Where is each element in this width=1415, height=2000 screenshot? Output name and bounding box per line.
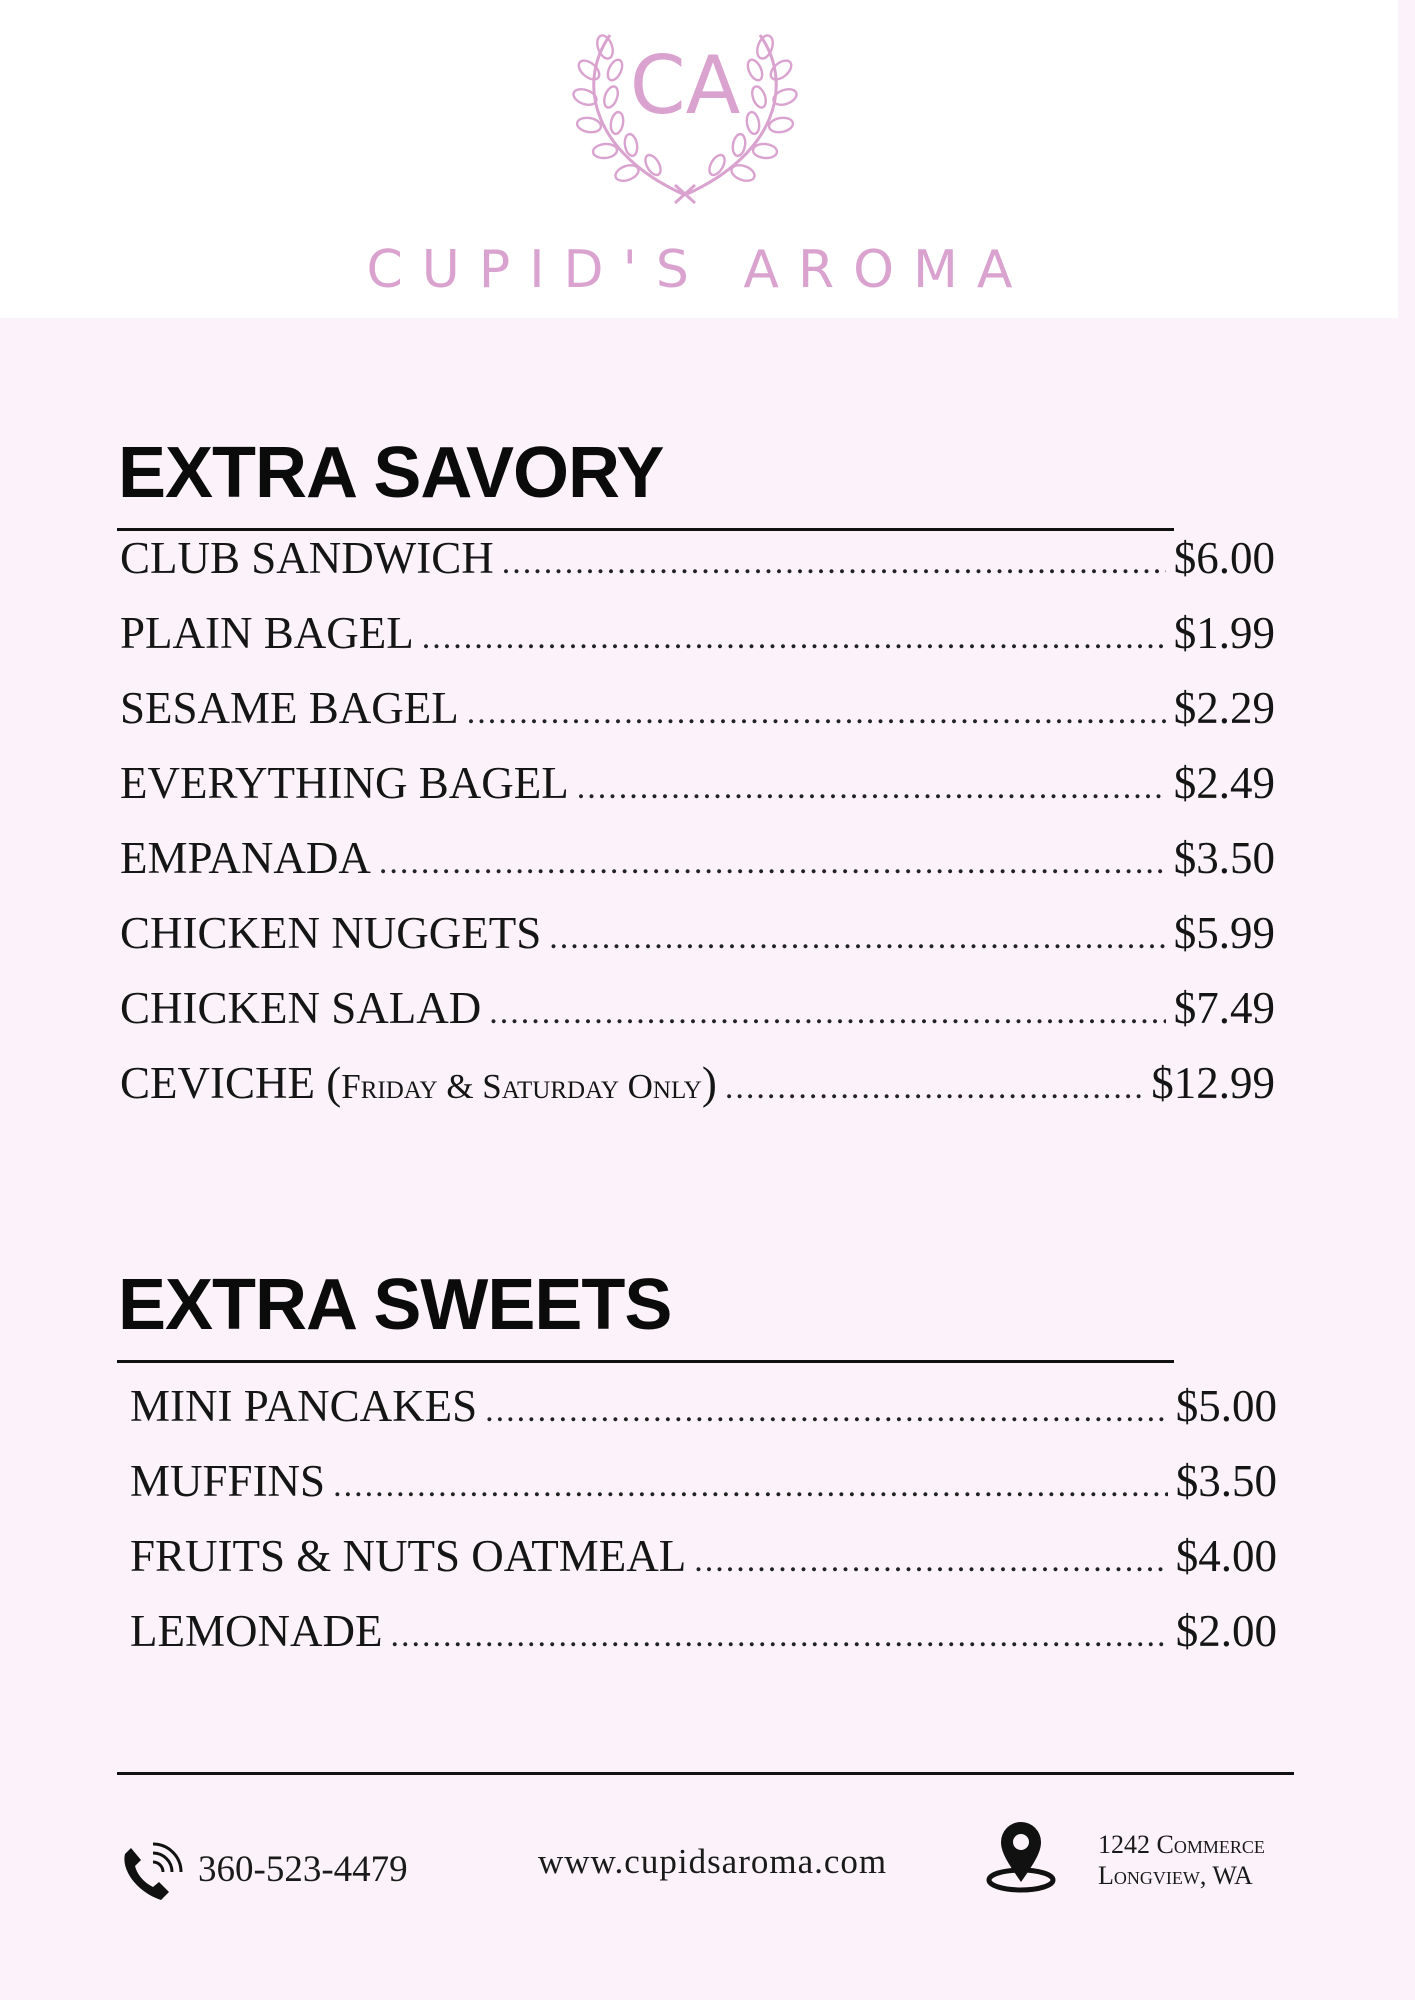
sweets-menu-list bbox=[130, 1380, 1277, 1680]
footer-divider bbox=[117, 1772, 1294, 1775]
menu-item-name: PLAIN BAGEL bbox=[120, 608, 414, 658]
section-title-savory: EXTRA SAVORY bbox=[118, 433, 664, 513]
dot-leader bbox=[379, 844, 1166, 882]
location-pin-icon bbox=[983, 1818, 1059, 1894]
menu-item-name-start: CEVICHE ( bbox=[120, 1058, 342, 1108]
menu-item bbox=[130, 1530, 1277, 1605]
menu-item-price: $7.49 bbox=[1173, 983, 1275, 1033]
menu-item bbox=[120, 532, 1275, 607]
menu-item-price: $5.00 bbox=[1175, 1381, 1277, 1431]
address-line-1: 1242 Commerce bbox=[1098, 1830, 1265, 1859]
savory-menu-list bbox=[120, 532, 1275, 1132]
phone-icon[interactable] bbox=[115, 1840, 183, 1908]
menu-item-price: $12.99 bbox=[1151, 1058, 1275, 1108]
address bbox=[1098, 1829, 1265, 1891]
menu-item bbox=[120, 607, 1275, 682]
menu-item-price: $1.99 bbox=[1173, 608, 1275, 658]
menu-item-name: MINI PANCAKES bbox=[130, 1381, 478, 1431]
section-title-sweets: EXTRA SWEETS bbox=[118, 1265, 672, 1345]
menu-item-price: $2.49 bbox=[1173, 758, 1275, 808]
menu-item-name: MUFFINS bbox=[130, 1456, 326, 1506]
dot-leader bbox=[467, 694, 1166, 732]
section-divider bbox=[117, 528, 1174, 531]
dot-leader bbox=[489, 994, 1165, 1032]
menu-item bbox=[120, 907, 1275, 982]
menu-item-name: EMPANADA bbox=[120, 833, 371, 883]
menu-item-name-end: ) bbox=[701, 1058, 717, 1108]
monogram-text: CA bbox=[629, 39, 741, 132]
dot-leader bbox=[694, 1542, 1167, 1580]
menu-item-name: CHICKEN SALAD bbox=[120, 983, 482, 1033]
dot-leader bbox=[485, 1392, 1168, 1430]
address-line-2: Longview, WA bbox=[1098, 1861, 1253, 1890]
dot-leader bbox=[422, 619, 1166, 657]
menu-item bbox=[120, 832, 1275, 907]
menu-item bbox=[130, 1605, 1277, 1680]
menu-item bbox=[120, 982, 1275, 1057]
menu-item bbox=[130, 1380, 1277, 1455]
dot-leader bbox=[390, 1617, 1167, 1655]
menu-item-note: Friday & Saturday Only bbox=[341, 1067, 702, 1106]
menu-item-name: CHICKEN NUGGETS bbox=[120, 908, 542, 958]
menu-item-price: $2.29 bbox=[1173, 683, 1275, 733]
website-link[interactable]: www.cupidsaroma.com bbox=[538, 1842, 888, 1881]
dot-leader bbox=[549, 919, 1166, 957]
dot-leader bbox=[577, 769, 1166, 807]
menu-item-name: LEMONADE bbox=[130, 1606, 383, 1656]
dot-leader bbox=[725, 1069, 1143, 1107]
menu-item bbox=[120, 1057, 1275, 1132]
menu-item-price: $3.50 bbox=[1175, 1456, 1277, 1506]
menu-item-name bbox=[120, 1057, 717, 1109]
menu-item-price: $4.00 bbox=[1175, 1531, 1277, 1581]
menu-item bbox=[120, 682, 1275, 757]
header bbox=[0, 0, 1398, 318]
menu-item-name: CLUB SANDWICH bbox=[120, 533, 494, 583]
menu-item-price: $2.00 bbox=[1175, 1606, 1277, 1656]
menu-item-name: SESAME BAGEL bbox=[120, 683, 459, 733]
menu-item-name: EVERYTHING BAGEL bbox=[120, 758, 569, 808]
dot-leader bbox=[502, 544, 1166, 582]
menu-item-price: $5.99 bbox=[1173, 908, 1275, 958]
phone-number[interactable]: 360-523-4479 bbox=[198, 1849, 408, 1890]
menu-item-price: $6.00 bbox=[1173, 533, 1275, 583]
brand-name: CUPID'S AROMA bbox=[366, 240, 1032, 300]
laurel-monogram-logo bbox=[565, 25, 805, 205]
menu-item-price: $3.50 bbox=[1173, 833, 1275, 883]
menu-item-name: FRUITS & NUTS OATMEAL bbox=[130, 1531, 687, 1581]
menu-item bbox=[120, 757, 1275, 832]
dot-leader bbox=[333, 1467, 1168, 1505]
section-divider bbox=[117, 1360, 1174, 1363]
menu-item bbox=[130, 1455, 1277, 1530]
